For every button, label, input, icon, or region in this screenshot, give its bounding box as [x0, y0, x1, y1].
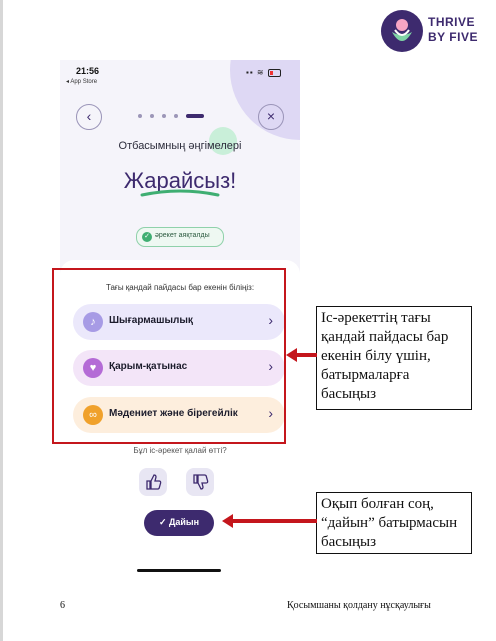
- arrow-left-icon: [286, 348, 318, 362]
- page-edge: [0, 0, 3, 641]
- chevron-right-icon: ›: [268, 312, 273, 328]
- chevron-right-icon: ›: [268, 358, 273, 374]
- section-title: Отбасымның әңгімелері: [118, 140, 242, 152]
- option-label: Мәдениет және бірегейлік: [109, 408, 238, 419]
- progress-dot: [162, 114, 166, 118]
- completed-badge: [136, 227, 224, 247]
- callout-done: Оқып болған соң, “дайын” батырмасын басыңыз: [316, 492, 472, 554]
- thumbs-down-icon: [186, 468, 214, 496]
- done-button[interactable]: [144, 510, 214, 536]
- culture-icon: ∞: [83, 405, 103, 425]
- battery-icon: [268, 69, 281, 77]
- congrats-title: Жарайсыз!: [123, 168, 237, 193]
- status-icons: [246, 68, 281, 77]
- progress-dot: [150, 114, 154, 118]
- title-underline: [140, 186, 220, 198]
- done-button-label: ✓ Дайын: [158, 517, 200, 527]
- completed-badge-label: әрекет аяқталды: [155, 232, 210, 239]
- option-label: Қарым-қатынас: [109, 361, 188, 372]
- thrive-by-five-logo: [381, 10, 481, 54]
- logo-emblem: [381, 10, 423, 52]
- logo-line-1: THRIVE: [428, 15, 476, 29]
- back-button[interactable]: [76, 104, 102, 130]
- page-number: 6: [60, 600, 65, 611]
- feedback-question: Бұл іс-әрекет қалай өтті?: [133, 446, 227, 455]
- logo-text: [428, 15, 478, 45]
- progress-dot-active: [186, 114, 204, 118]
- back-to-app-store-link[interactable]: ◂ App Store: [66, 79, 98, 85]
- music-note-icon: ♪: [83, 312, 103, 332]
- thumbs-up-button[interactable]: [139, 468, 167, 496]
- chevron-left-icon: ‹: [86, 108, 92, 124]
- thumbs-up-icon: [139, 468, 167, 496]
- signal-icon: ▪▪: [246, 68, 254, 77]
- option-label: Шығармашылық: [109, 315, 193, 326]
- progress-dot: [174, 114, 178, 118]
- chevron-right-icon: ›: [268, 405, 273, 421]
- callout-options: Іс-әрекеттің тағы қандай пайдасы бар екенін білу үшін, батырмаларға басыңыз: [316, 306, 472, 410]
- status-time: 21:56: [76, 66, 100, 76]
- heart-icon: ♥: [83, 358, 103, 378]
- benefits-hint: Тағы қандай пайдасы бар екенін біліңіз:: [105, 283, 255, 292]
- progress-dot: [138, 114, 142, 118]
- check-circle-icon: ✓: [142, 232, 152, 242]
- options-highlight-frame: [52, 268, 286, 444]
- document-title: Қосымшаны қолдану нұсқаулығы: [287, 600, 431, 611]
- logo-line-2: BY FIVE: [428, 30, 478, 44]
- home-indicator: [137, 569, 221, 572]
- close-icon: ×: [266, 108, 276, 124]
- wifi-icon: ≋: [256, 68, 265, 77]
- thumbs-down-button[interactable]: [186, 468, 214, 496]
- arrow-left-icon: [222, 514, 318, 528]
- close-button[interactable]: [258, 104, 284, 130]
